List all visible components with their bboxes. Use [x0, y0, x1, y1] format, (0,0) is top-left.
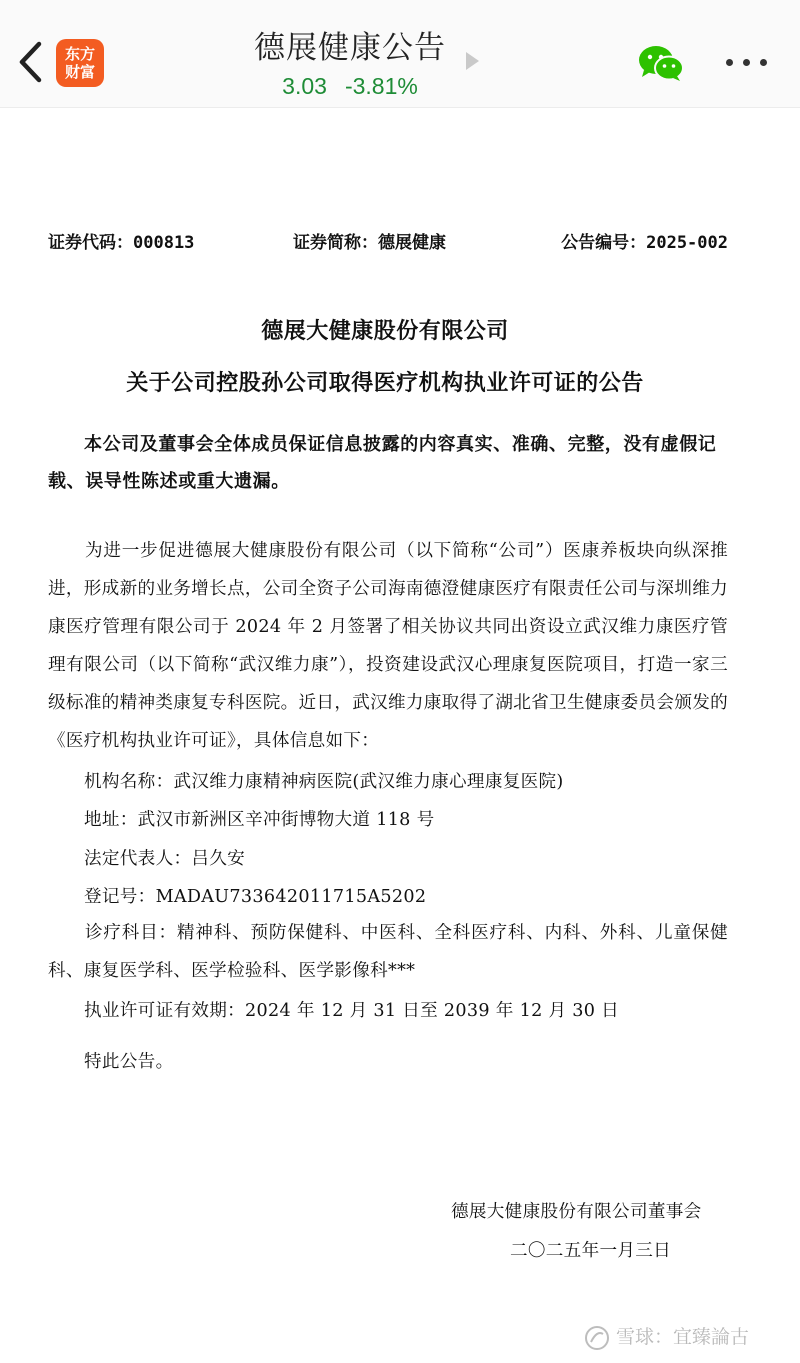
board-declaration: 本公司及董事会全体成员保证信息披露的内容真实、准确、完整，没有虚假记载、误导性陈述或重大遗漏。 [48, 434, 717, 492]
announcement-title: 关于公司控股孙公司取得医疗机构执业许可证的公告 [126, 370, 644, 396]
title-block [200, 22, 500, 100]
eastmoney-logo: 东方 财富 [56, 39, 104, 87]
closing-line: 特此公告。 [84, 1052, 174, 1072]
validity-line: 执业许可证有效期：2024 年 12 月 31 日至 2039 年 12 月 30 日 [84, 1001, 620, 1021]
departments-paragraph: 诊疗科目：精神科、预防保健科、中医科、全科医疗科、内科、外科、儿童保健科、康复医学科、医学检验科、医学影像科*** [48, 923, 728, 981]
stock-price: 3.03 [282, 73, 327, 99]
xueqiu-logo-icon [584, 1325, 610, 1351]
app-header [0, 0, 800, 108]
page-title: 德展健康公告 [254, 30, 446, 66]
more-menu-button[interactable] [726, 52, 768, 72]
intro-paragraph: 为进一步促进德展大健康股份有限公司（以下简称“公司”）医康养板块向纵深推进，形成新的业务增长点，公司全资子公司海南德澄健康医疗有限责任公司与深圳维力康医疗管理有限公司于 2024 年 2 月签署了相关协议共同出资设立武汉维力康医疗管理有限公司（以下简称“武汉维力康”），投资建设武汉心理康复医院项目，打造一家三级标准的精神类康复专科医院。近日，武汉维力康取得了湖北省卫生健康委员会颁发的《医疗机构执业许可证》，具体信息如下： [48, 541, 728, 751]
security-code: 证券代码：000813 [48, 233, 195, 253]
org-name-line: 机构名称：武汉维力康精神病医院(武汉维力康心理康复医院) [84, 772, 564, 792]
address-line: 地址：武汉市新洲区辛冲街博物大道 118 号 [84, 810, 435, 830]
chevron-left-icon [14, 40, 48, 84]
stock-change: -3.81% [344, 73, 418, 99]
announcement-number: 公告编号：2025-002 [561, 233, 728, 253]
more-icon [726, 59, 733, 66]
company-name: 德展大健康股份有限公司 [261, 318, 509, 344]
watermark-text: 雪球：宜臻論古 [616, 1326, 750, 1348]
more-icon [743, 59, 750, 66]
watermark [584, 1322, 749, 1352]
back-button[interactable] [14, 40, 48, 84]
legal-rep-line: 法定代表人：吕久安 [84, 849, 246, 869]
wechat-icon [638, 44, 684, 82]
signature-date: 二〇二五年一月三日 [510, 1241, 672, 1261]
signature-org: 德展大健康股份有限公司董事会 [451, 1202, 702, 1222]
security-short-name: 证券简称：德展健康 [293, 233, 446, 253]
stock-quote [200, 73, 500, 100]
security-meta [48, 228, 728, 254]
more-icon [760, 59, 767, 66]
wechat-share-button[interactable] [638, 44, 684, 82]
triangle-right-icon[interactable] [466, 52, 479, 70]
registration-number-line: 登记号：MADAU733642011715A5202 [84, 887, 427, 907]
